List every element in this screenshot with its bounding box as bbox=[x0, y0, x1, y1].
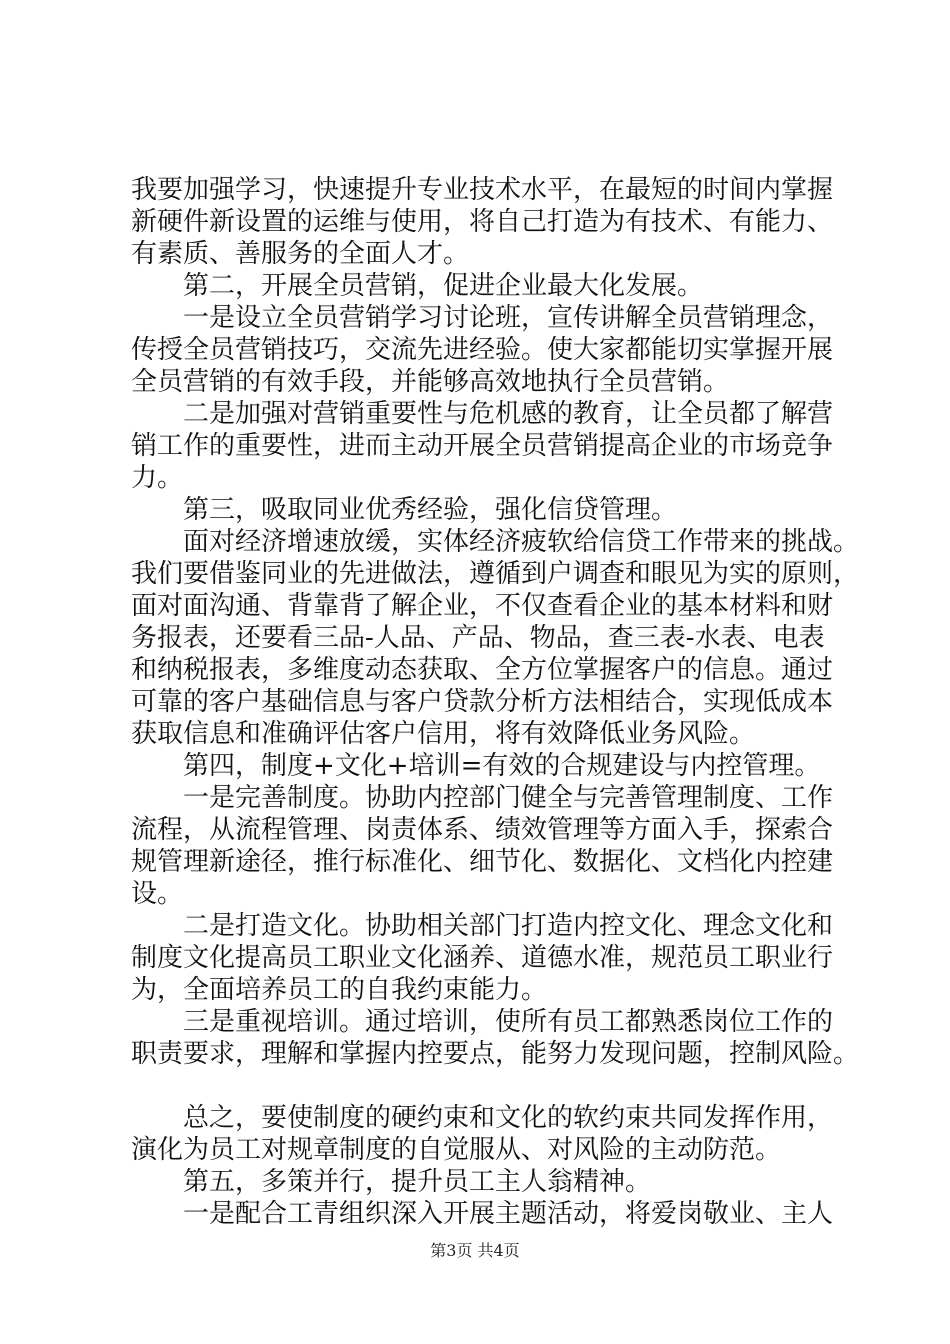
document-body bbox=[131, 174, 871, 1230]
page-number-label: 第3页 共4页 bbox=[430, 1241, 520, 1260]
text-line: 销工作的重要性，进而主动开展全员营销提高企业的市场竞争 bbox=[131, 431, 834, 461]
text-line: 新硬件新设置的运维与使用，将自己打造为有技术、有能力、 bbox=[131, 207, 834, 237]
text-line: 力。 bbox=[131, 463, 184, 493]
text-line: 职责要求，理解和掌握内控要点，能努力发现问题，控制风险。 bbox=[131, 1039, 860, 1069]
text-line: 为，全面培养员工的自我约束能力。 bbox=[131, 975, 548, 1005]
text-line: 一是配合工青组织深入开展主题活动，将爱岗敬业、主人 bbox=[183, 1199, 834, 1229]
text-line: 制度文化提高员工职业文化涵养、道德水准，规范员工职业行 bbox=[131, 943, 834, 973]
text-line: 第四，制度+文化+培训=有效的合规建设与内控管理。 bbox=[183, 751, 821, 781]
text-line: 可靠的客户基础信息与客户贷款分析方法相结合，实现低成本 bbox=[131, 687, 834, 717]
text-line: 传授全员营销技巧，交流先进经验。使大家都能切实掌握开展 bbox=[131, 335, 834, 365]
text-line: 务报表，还要看三品-人品、产品、物品，查三表-水表、电表 bbox=[131, 623, 825, 653]
page-footer bbox=[0, 1241, 950, 1261]
text-line: 第三，吸取同业优秀经验，强化信贷管理。 bbox=[183, 495, 678, 525]
text-line: 设。 bbox=[131, 879, 184, 909]
text-line: 规管理新途径，推行标准化、细节化、数据化、文档化内控建 bbox=[131, 847, 834, 877]
text-line: 第五，多策并行，提升员工主人翁精神。 bbox=[183, 1167, 652, 1197]
text-line: 获取信息和准确评估客户信用，将有效降低业务风险。 bbox=[131, 719, 756, 749]
text-line: 演化为员工对规章制度的自觉服从、对风险的主动防范。 bbox=[131, 1135, 782, 1165]
blank-line bbox=[131, 1070, 871, 1102]
text-line: 和纳税报表，多维度动态获取、全方位掌握客户的信息。通过 bbox=[131, 655, 834, 685]
text-line: 面对面沟通、背靠背了解企业，不仅查看企业的基本材料和财 bbox=[131, 591, 834, 621]
text-line: 全员营销的有效手段，并能够高效地执行全员营销。 bbox=[131, 367, 730, 397]
text-line: 流程，从流程管理、岗责体系、绩效管理等方面入手，探索合 bbox=[131, 815, 834, 845]
text-line: 三是重视培训。通过培训，使所有员工都熟悉岗位工作的 bbox=[183, 1007, 834, 1037]
text-line: 我们要借鉴同业的先进做法，遵循到户调查和眼见为实的原则， bbox=[131, 559, 860, 589]
text-line: 二是打造文化。协助相关部门打造内控文化、理念文化和 bbox=[183, 911, 834, 941]
text-line: 一是设立全员营销学习讨论班，宣传讲解全员营销理念， bbox=[183, 303, 834, 333]
text-line: 一是完善制度。协助内控部门健全与完善管理制度、工作 bbox=[183, 783, 834, 813]
text-line: 总之，要使制度的硬约束和文化的软约束共同发挥作用， bbox=[183, 1103, 834, 1133]
text-line: 有素质、善服务的全面人才。 bbox=[131, 239, 470, 269]
text-line: 我要加强学习，快速提升专业技术水平，在最短的时间内掌握 bbox=[131, 175, 834, 205]
text-line: 二是加强对营销重要性与危机感的教育，让全员都了解营 bbox=[183, 399, 834, 429]
text-line: 面对经济增速放缓，实体经济疲软给信贷工作带来的挑战。 bbox=[183, 527, 860, 557]
text-line: 第二，开展全员营销，促进企业最大化发展。 bbox=[183, 271, 704, 301]
